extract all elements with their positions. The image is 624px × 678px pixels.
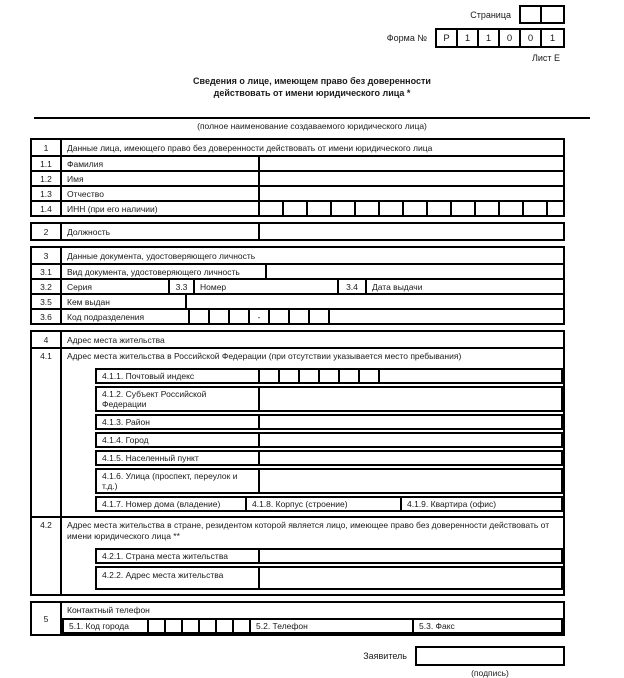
- table-row: [32, 185, 563, 200]
- form-code-cell: 1: [549, 32, 556, 44]
- foreign-address-title: Адрес места жительства в стране, резидентом которой является лицо, имеющее право без доверенности действовать от имени юридического лица **: [67, 520, 550, 541]
- table-row: [95, 468, 563, 494]
- issue-date-label: Дата выдачи: [372, 281, 423, 292]
- page-label: Страница: [470, 9, 511, 20]
- row-number: 1.4: [32, 202, 62, 215]
- foreign-address-field[interactable]: [260, 568, 561, 588]
- form-title-line1: Сведения о лице, имеющем право без доверенности: [193, 76, 431, 86]
- digit-box[interactable]: [356, 202, 380, 215]
- row-4-2: [32, 516, 563, 594]
- house-number-field[interactable]: [97, 498, 247, 510]
- signature-block: [415, 646, 565, 678]
- city-code-label: 5.1. Код города: [64, 620, 149, 632]
- city-label: 4.1.4. Город: [97, 434, 260, 446]
- table-row: [62, 618, 563, 634]
- digit-box[interactable]: [280, 370, 300, 382]
- position-field[interactable]: [260, 224, 563, 239]
- street-label: 4.1.6. Улица (проспект, переулок и т.д.): [97, 470, 260, 492]
- document-type-field[interactable]: [267, 265, 563, 278]
- section-5-title: Контактный телефон: [67, 605, 150, 615]
- phone-label: 5.2. Телефон: [256, 621, 308, 631]
- row-number: 3: [32, 248, 62, 263]
- section-4-residence-address: [30, 330, 565, 596]
- section-5-contact-phone: [30, 601, 565, 636]
- table-row: [32, 263, 563, 278]
- applicant-row: [0, 646, 565, 678]
- row-number: 3.3: [170, 280, 195, 293]
- section-1-title: Данные лица, имеющего право без доверенности действовать от имени юридического лица: [67, 142, 433, 153]
- table-row: [32, 155, 563, 170]
- applicant-label: Заявитель: [363, 651, 407, 661]
- section-4-title: Адрес места жительства: [67, 334, 165, 345]
- foreign-address-label: 4.2.2. Адрес места жительства: [97, 568, 260, 588]
- digit-box[interactable]: [320, 370, 340, 382]
- section-2-position: [30, 222, 565, 241]
- issued-by-field[interactable]: [187, 295, 563, 308]
- table-row: [95, 432, 563, 448]
- digit-box[interactable]: [308, 202, 332, 215]
- table-row: [32, 293, 563, 308]
- row-number: 3.5: [32, 295, 62, 308]
- table-row: [95, 566, 563, 590]
- form-title: [0, 75, 624, 99]
- table-row: [95, 548, 563, 564]
- row-number: 5: [32, 603, 62, 634]
- row-number: 3.1: [32, 265, 62, 278]
- digit-box[interactable]: [300, 370, 320, 382]
- form-code-cell: Р: [437, 30, 458, 46]
- postal-index-label: 4.1.1. Почтовый индекс: [97, 370, 260, 382]
- digit-box[interactable]: [284, 202, 308, 215]
- digit-box[interactable]: [190, 310, 210, 323]
- row-number: 2: [32, 224, 62, 239]
- digit-box[interactable]: [428, 202, 452, 215]
- russian-address-title: Адрес места жительства в Российской Федерации (при отсутствии указывается место пребывания): [67, 351, 462, 361]
- region-field[interactable]: [260, 388, 561, 410]
- digit-box[interactable]: [476, 202, 500, 215]
- section-1-person-data: [30, 138, 565, 217]
- form-code-cell: 0: [521, 30, 542, 46]
- apartment-label: 4.1.9. Квартира (офис): [407, 499, 497, 509]
- apartment-field[interactable]: [402, 498, 561, 510]
- patronymic-field[interactable]: [260, 187, 563, 200]
- form-code-cell: 1: [458, 30, 479, 46]
- series-field[interactable]: [62, 280, 170, 293]
- region-label: 4.1.2. Субъект Российской Федерации: [97, 388, 260, 410]
- digit-box[interactable]: [332, 202, 356, 215]
- unit-code-boxes-right[interactable]: [270, 310, 330, 323]
- entity-name-line[interactable]: [34, 117, 590, 119]
- unit-code-dash: -: [250, 310, 270, 323]
- digit-box[interactable]: [270, 310, 290, 323]
- digit-box[interactable]: [452, 202, 476, 215]
- building-field[interactable]: [247, 498, 402, 510]
- digit-box[interactable]: [521, 7, 542, 22]
- settlement-field[interactable]: [260, 452, 561, 464]
- postal-index-boxes[interactable]: [260, 370, 380, 382]
- patronymic-label: Отчество: [62, 187, 260, 200]
- row-number: 4.1: [32, 349, 62, 516]
- unit-code-label: Код подразделения: [62, 310, 190, 323]
- digit-box[interactable]: [260, 202, 284, 215]
- row-number: 4.2: [32, 518, 62, 594]
- digit-box[interactable]: [310, 310, 330, 323]
- table-row: [95, 368, 563, 384]
- digit-box[interactable]: [380, 202, 404, 215]
- name-field[interactable]: [260, 172, 563, 185]
- surname-field[interactable]: [260, 157, 563, 170]
- digit-box[interactable]: [524, 202, 548, 215]
- fax-field[interactable]: [414, 620, 561, 632]
- digit-box[interactable]: [183, 620, 200, 632]
- surname-label: Фамилия: [62, 157, 260, 170]
- table-row: [95, 386, 563, 412]
- inn-filler-cell: [548, 202, 563, 215]
- signature-field[interactable]: [415, 646, 565, 666]
- issue-date-field[interactable]: [367, 280, 563, 293]
- inn-label: ИНН (при его наличии): [62, 202, 260, 215]
- digit-box[interactable]: [290, 310, 310, 323]
- digit-box[interactable]: [404, 202, 428, 215]
- form-number-row: [0, 28, 624, 48]
- phone-field[interactable]: [251, 620, 414, 632]
- row-4-1: [32, 347, 563, 516]
- table-row: [32, 170, 563, 185]
- row-number: 3.2: [32, 280, 62, 293]
- digit-box[interactable]: [360, 370, 380, 382]
- digit-box[interactable]: [217, 620, 234, 632]
- city-code-boxes[interactable]: [149, 620, 251, 632]
- form-number-label: Форма №: [386, 33, 427, 43]
- position-label: Должность: [62, 224, 260, 239]
- issued-by-label: Кем выдан: [62, 295, 187, 308]
- digit-box[interactable]: [149, 620, 166, 632]
- unit-code-filler-cell: [330, 310, 563, 323]
- form-code-cell: 0: [500, 30, 521, 46]
- form-body: [30, 138, 565, 636]
- district-label: 4.1.3. Район: [97, 416, 260, 428]
- row-number: 4: [32, 332, 62, 347]
- table-row: [95, 450, 563, 466]
- digit-box[interactable]: [542, 7, 563, 22]
- street-field[interactable]: [260, 470, 561, 492]
- unit-code-boxes-left[interactable]: [190, 310, 250, 323]
- district-field[interactable]: [260, 416, 561, 428]
- table-row: [32, 278, 563, 293]
- row-number: 3.6: [32, 310, 62, 323]
- document-number-field[interactable]: [195, 280, 339, 293]
- inn-digit-boxes[interactable]: [260, 202, 548, 215]
- country-field[interactable]: [260, 550, 561, 562]
- country-label: 4.2.1. Страна места жительства: [97, 550, 260, 562]
- house-number-label: 4.1.7. Номер дома (владение): [102, 499, 221, 509]
- table-row: [32, 200, 563, 215]
- digit-box[interactable]: [200, 620, 217, 632]
- row-number: 1.3: [32, 187, 62, 200]
- table-row: [95, 496, 563, 512]
- row-number: 1.2: [32, 172, 62, 185]
- settlement-label: 4.1.5. Населенный пункт: [97, 452, 260, 464]
- row-number: 1.1: [32, 157, 62, 170]
- document-number-label: Номер: [200, 281, 227, 292]
- section-3-title: Данные документа, удостоверяющего личность: [67, 250, 256, 261]
- table-row: [32, 308, 563, 323]
- form-title-line2: действовать от имени юридического лица *: [213, 88, 411, 98]
- row-number: 1: [32, 140, 62, 155]
- row-number: 3.4: [339, 280, 367, 293]
- signature-caption: (подпись): [471, 668, 509, 678]
- series-label: Серия: [67, 281, 92, 292]
- fax-label: 5.3. Факс: [419, 621, 455, 631]
- building-label: 4.1.8. Корпус (строение): [252, 499, 348, 509]
- entity-name-caption: (полное наименование создаваемого юридического лица): [197, 121, 427, 131]
- digit-box[interactable]: [500, 202, 524, 215]
- table-row: [95, 414, 563, 430]
- postal-index-filler-cell: [380, 370, 561, 382]
- page-number-boxes[interactable]: [519, 5, 565, 24]
- form-code-cell: 1: [479, 30, 500, 46]
- section-3-identity-document: [30, 246, 565, 325]
- digit-box[interactable]: [210, 310, 230, 323]
- digit-box[interactable]: [230, 310, 250, 323]
- digit-box[interactable]: [340, 370, 360, 382]
- city-field[interactable]: [260, 434, 561, 446]
- form-code-boxes: [435, 28, 565, 48]
- document-type-label: Вид документа, удостоверяющего личность: [62, 265, 267, 278]
- digit-box[interactable]: [260, 370, 280, 382]
- table-row: [32, 224, 563, 239]
- sheet-label: Лист Е: [531, 53, 560, 63]
- digit-box[interactable]: [234, 620, 251, 632]
- digit-box[interactable]: [166, 620, 183, 632]
- page-number-row: [0, 5, 624, 24]
- name-label: Имя: [62, 172, 260, 185]
